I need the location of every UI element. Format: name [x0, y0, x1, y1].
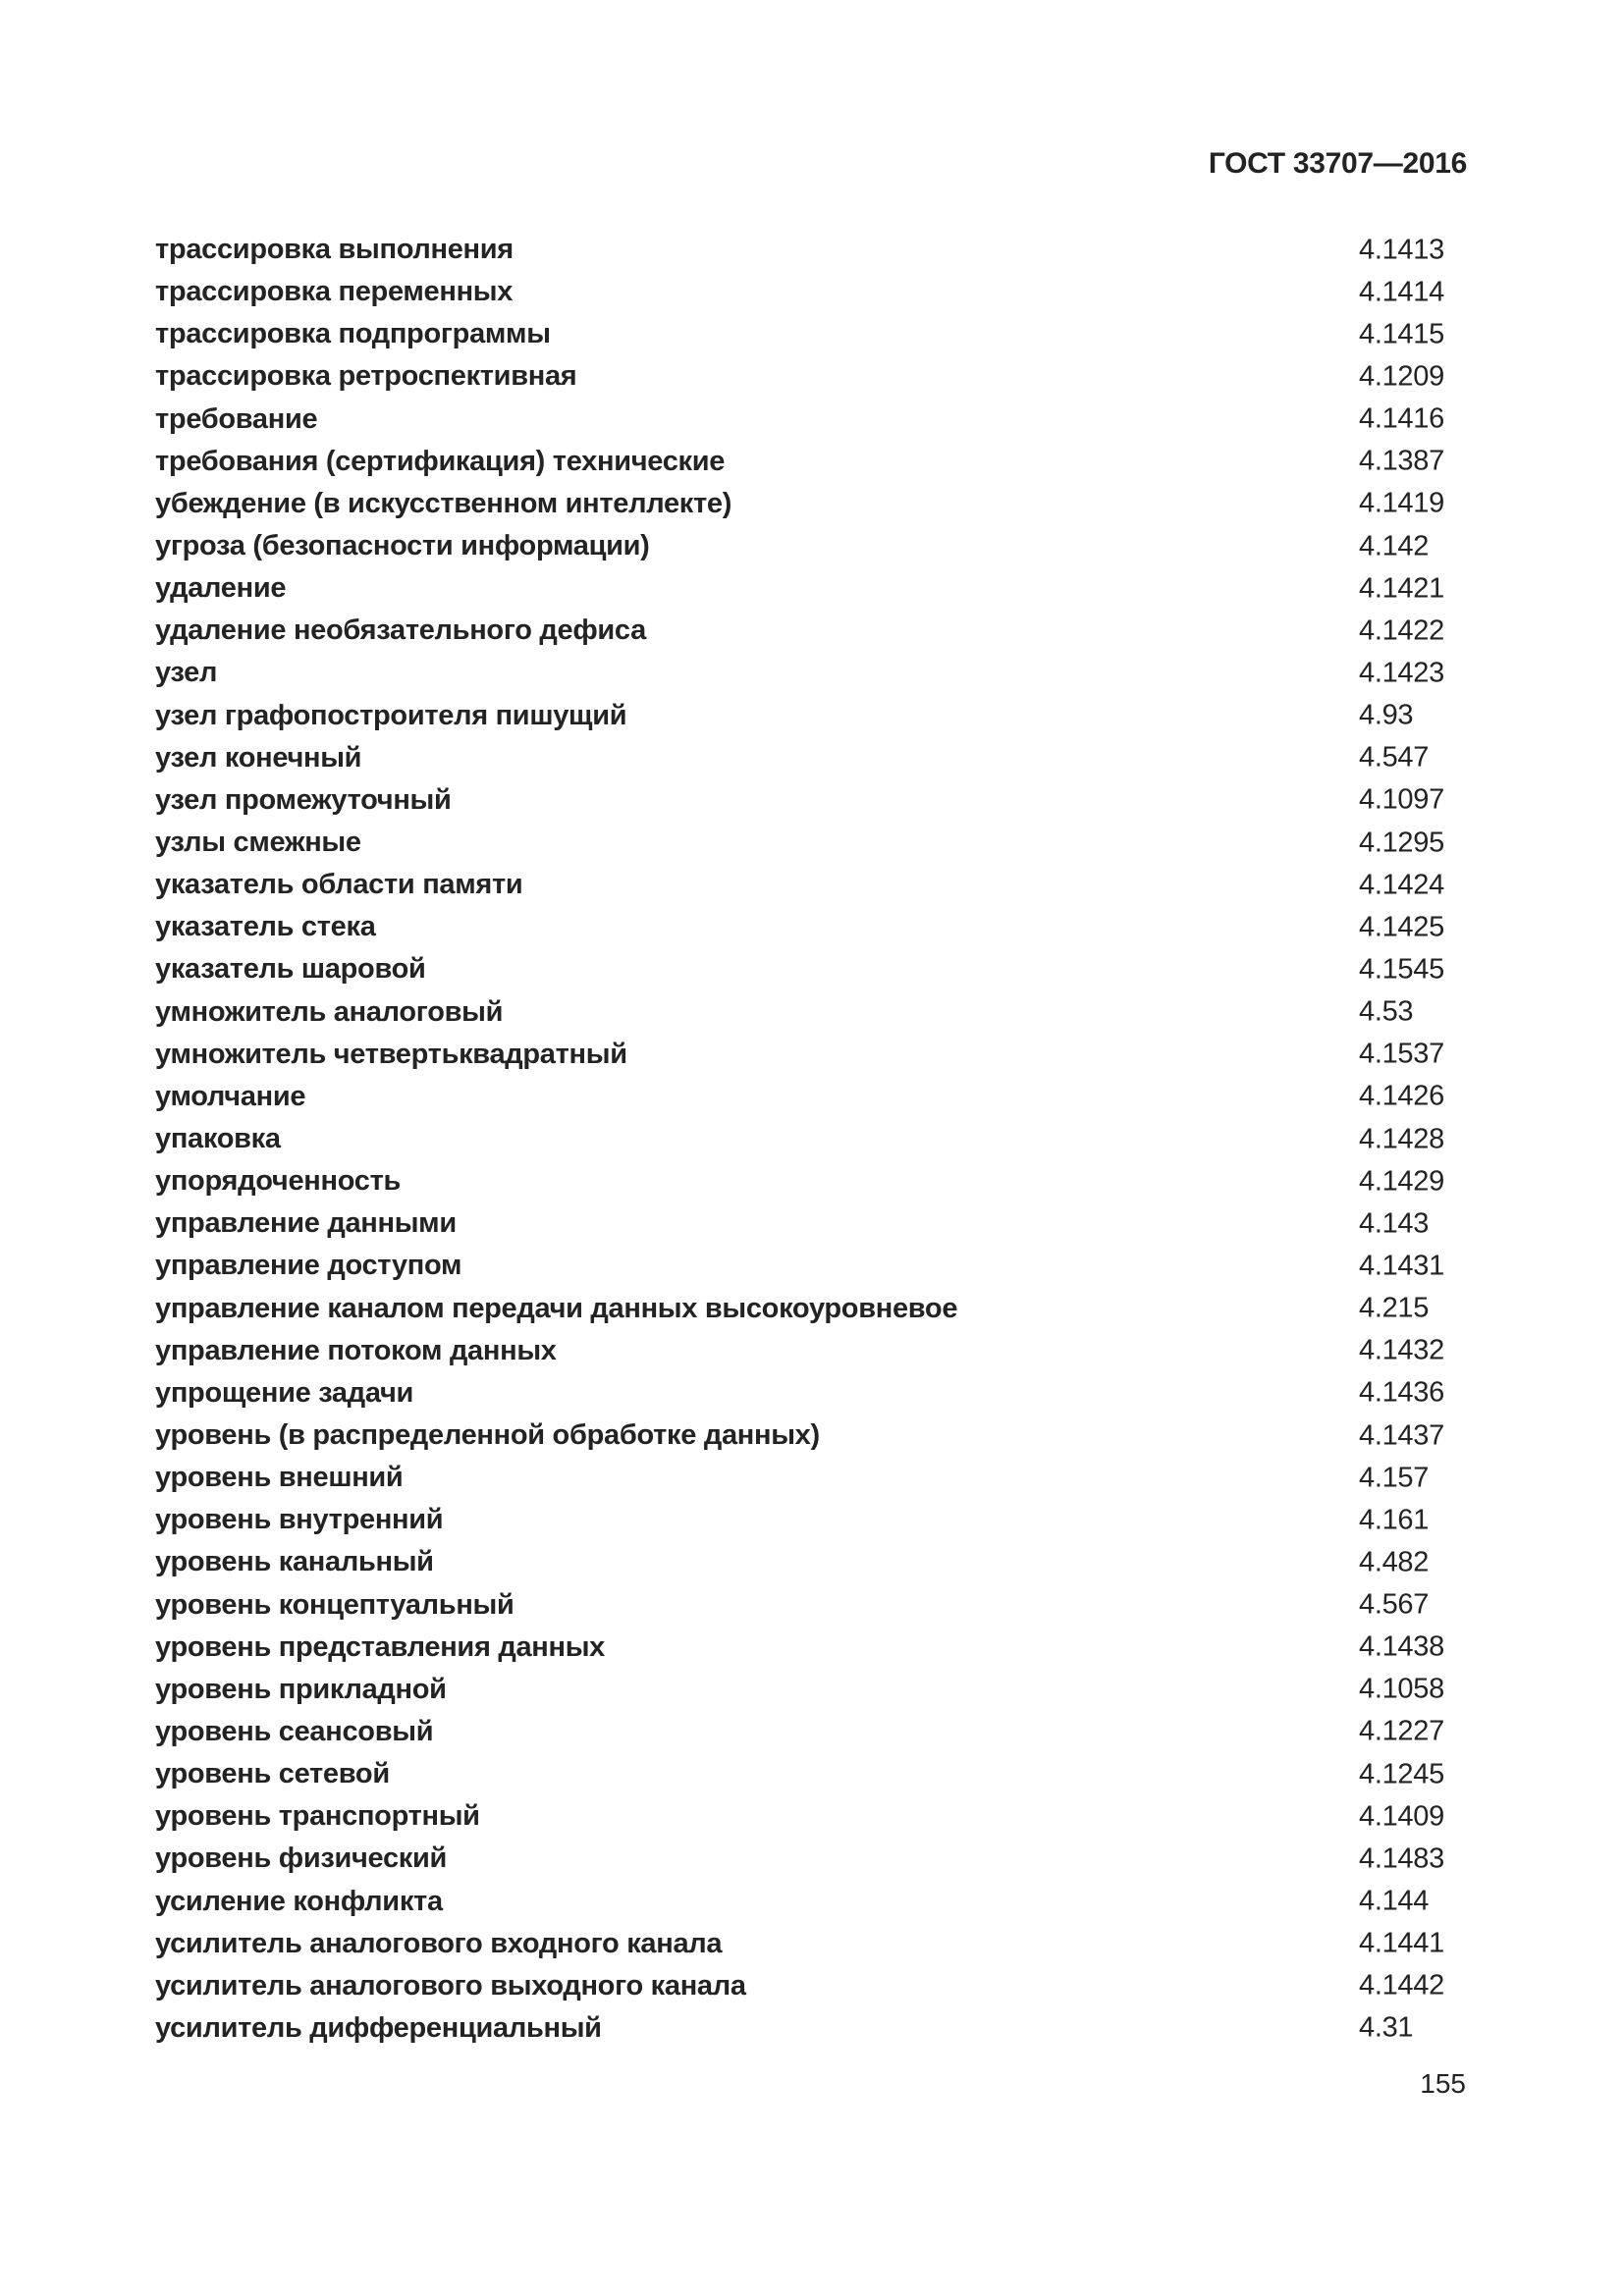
index-ref-number: 4.1422 — [1359, 614, 1444, 647]
index-entry-row — [155, 1627, 1467, 1669]
index-entry-row — [155, 1499, 1467, 1541]
index-ref-number: 4.1227 — [1359, 1715, 1444, 1747]
index-term: узлы смежные — [155, 827, 361, 859]
index-ref-number: 4.143 — [1359, 1207, 1430, 1240]
index-entry-row — [155, 1923, 1467, 1965]
index-term: уровень прикладной — [155, 1673, 447, 1705]
index-term: удаление — [155, 572, 287, 605]
index-entry-row — [155, 1669, 1467, 1711]
index-term: убеждение (в искусственном интеллекте) — [155, 487, 732, 519]
index-entry-row — [155, 399, 1467, 441]
index-entry-row — [155, 1457, 1467, 1499]
index-term: уровень канальный — [155, 1546, 434, 1578]
index-ref-number: 4.1414 — [1359, 276, 1444, 308]
standard-number-header: ГОСТ 33707—2016 — [1208, 147, 1467, 180]
index-ref-number: 4.1423 — [1359, 657, 1444, 689]
index-ref-number: 4.1429 — [1359, 1165, 1444, 1198]
index-entry-row — [155, 2007, 1467, 2050]
index-term: уровень (в распределенной обработке данных) — [155, 1419, 820, 1451]
index-term: указатель области памяти — [155, 869, 523, 901]
index-entry-row — [155, 822, 1467, 864]
index-entry-row — [155, 737, 1467, 779]
index-ref-number: 4.93 — [1359, 699, 1414, 731]
index-term: уровень физический — [155, 1842, 448, 1875]
index-ref-number: 4.1295 — [1359, 827, 1444, 859]
index-entry-row — [155, 1330, 1467, 1372]
index-ref-number: 4.1425 — [1359, 911, 1444, 943]
index-ref-number: 4.1419 — [1359, 487, 1444, 519]
index-ref-number: 4.482 — [1359, 1546, 1430, 1578]
index-ref-number: 4.1442 — [1359, 1969, 1444, 2002]
index-term: требование — [155, 402, 318, 435]
index-entry-row — [155, 1541, 1467, 1583]
index-ref-number: 4.1437 — [1359, 1419, 1444, 1451]
index-ref-number: 4.1245 — [1359, 1758, 1444, 1790]
index-ref-number: 4.1424 — [1359, 869, 1444, 901]
index-ref-number: 4.1432 — [1359, 1334, 1444, 1366]
index-term: трассировка переменных — [155, 276, 514, 308]
index-ref-number: 4.53 — [1359, 995, 1414, 1028]
index-term: узел конечный — [155, 741, 362, 774]
index-entry-row — [155, 652, 1467, 694]
index-entry-row — [155, 1880, 1467, 1922]
index-term: трассировка выполнения — [155, 234, 514, 266]
index-entry-row — [155, 864, 1467, 906]
index-term: усилитель дифференциальный — [155, 2011, 602, 2044]
index-entry-row — [155, 525, 1467, 567]
index-ref-number: 4.31 — [1359, 2011, 1414, 2044]
index-term: умножитель аналоговый — [155, 995, 504, 1028]
index-term: управление данными — [155, 1207, 457, 1240]
index-ref-number: 4.1426 — [1359, 1080, 1444, 1112]
index-term: узел промежуточный — [155, 783, 452, 816]
index-term: уровень транспортный — [155, 1800, 480, 1833]
index-ref-number: 4.1441 — [1359, 1927, 1444, 1959]
index-term: уровень внешний — [155, 1462, 404, 1494]
index-entry-row — [155, 1415, 1467, 1457]
index-entry-row — [155, 313, 1467, 355]
index-ref-number: 4.1415 — [1359, 318, 1444, 350]
index-entry-row — [155, 271, 1467, 313]
index-entry-row — [155, 610, 1467, 652]
index-entry-row — [155, 1202, 1467, 1245]
page-number: 155 — [1420, 2068, 1466, 2099]
index-ref-number: 4.157 — [1359, 1462, 1430, 1494]
index-ref-number: 4.1428 — [1359, 1123, 1444, 1155]
index-ref-number: 4.1545 — [1359, 953, 1444, 986]
index-term: упорядоченность — [155, 1165, 402, 1198]
index-ref-number: 4.567 — [1359, 1588, 1430, 1621]
index-term: управление каналом передачи данных высокоуровневое — [155, 1292, 958, 1324]
index-term: узел графопостроителя пишущий — [155, 699, 627, 731]
index-entry-row — [155, 1118, 1467, 1160]
index-entry-row — [155, 483, 1467, 525]
index-term: умолчание — [155, 1080, 306, 1112]
index-term: уровень сеансовый — [155, 1715, 434, 1747]
index-ref-number: 4.1436 — [1359, 1376, 1444, 1409]
index-ref-number: 4.1421 — [1359, 572, 1444, 605]
index-term: узел — [155, 657, 218, 689]
index-entry-row — [155, 1245, 1467, 1287]
index-ref-number: 4.142 — [1359, 530, 1430, 562]
index-ref-number: 4.1413 — [1359, 234, 1444, 266]
index-term: трассировка подпрограммы — [155, 318, 551, 350]
index-term: угроза (безопасности информации) — [155, 530, 650, 562]
index-ref-number: 4.215 — [1359, 1292, 1430, 1324]
index-entry-row — [155, 567, 1467, 610]
index-ref-number: 4.144 — [1359, 1885, 1430, 1917]
index-list — [155, 229, 1467, 2050]
index-entry-row — [155, 1160, 1467, 1202]
index-ref-number: 4.1209 — [1359, 360, 1444, 393]
index-ref-number: 4.1409 — [1359, 1800, 1444, 1833]
index-ref-number: 4.1058 — [1359, 1673, 1444, 1705]
index-ref-number: 4.1483 — [1359, 1842, 1444, 1875]
index-ref-number: 4.1438 — [1359, 1630, 1444, 1663]
index-entry-row — [155, 695, 1467, 737]
index-term: упрощение задачи — [155, 1376, 414, 1409]
index-term: уровень сетевой — [155, 1758, 390, 1790]
index-entry-row — [155, 906, 1467, 948]
index-term: управление потоком данных — [155, 1334, 557, 1366]
index-entry-row — [155, 1584, 1467, 1627]
index-ref-number: 4.1537 — [1359, 1038, 1444, 1070]
index-entry-row — [155, 948, 1467, 990]
index-term: управление доступом — [155, 1250, 462, 1282]
index-entry-row — [155, 441, 1467, 483]
index-ref-number: 4.1387 — [1359, 445, 1444, 477]
index-entry-row — [155, 1034, 1467, 1076]
index-term: уровень внутренний — [155, 1504, 444, 1536]
index-term: упаковка — [155, 1123, 281, 1155]
index-term: уровень представления данных — [155, 1630, 605, 1663]
index-term: усиление конфликта — [155, 1885, 443, 1917]
index-entry-row — [155, 779, 1467, 822]
index-entry-row — [155, 229, 1467, 271]
index-entry-row — [155, 1288, 1467, 1330]
index-entry-row — [155, 1965, 1467, 2007]
index-entry-row — [155, 991, 1467, 1034]
index-ref-number: 4.1431 — [1359, 1250, 1444, 1282]
index-entry-row — [155, 1372, 1467, 1415]
index-term: умножитель четвертьквадратный — [155, 1038, 627, 1070]
index-term: трассировка ретроспективная — [155, 360, 577, 393]
index-entry-row — [155, 1076, 1467, 1118]
index-entry-row — [155, 1711, 1467, 1753]
index-ref-number: 4.1416 — [1359, 402, 1444, 435]
index-term: указатель стека — [155, 911, 376, 943]
index-ref-number: 4.161 — [1359, 1504, 1430, 1536]
index-ref-number: 4.1097 — [1359, 783, 1444, 816]
index-term: удаление необязательного дефиса — [155, 614, 646, 647]
index-term: указатель шаровой — [155, 953, 426, 986]
index-term: усилитель аналогового выходного канала — [155, 1969, 746, 2002]
index-entry-row — [155, 1795, 1467, 1838]
index-entry-row — [155, 355, 1467, 398]
index-ref-number: 4.547 — [1359, 741, 1430, 774]
index-entry-row — [155, 1838, 1467, 1880]
index-term: уровень концептуальный — [155, 1588, 514, 1621]
index-entry-row — [155, 1753, 1467, 1795]
index-term: требования (сертификация) технические — [155, 445, 726, 477]
index-term: усилитель аналогового входного канала — [155, 1927, 723, 1959]
